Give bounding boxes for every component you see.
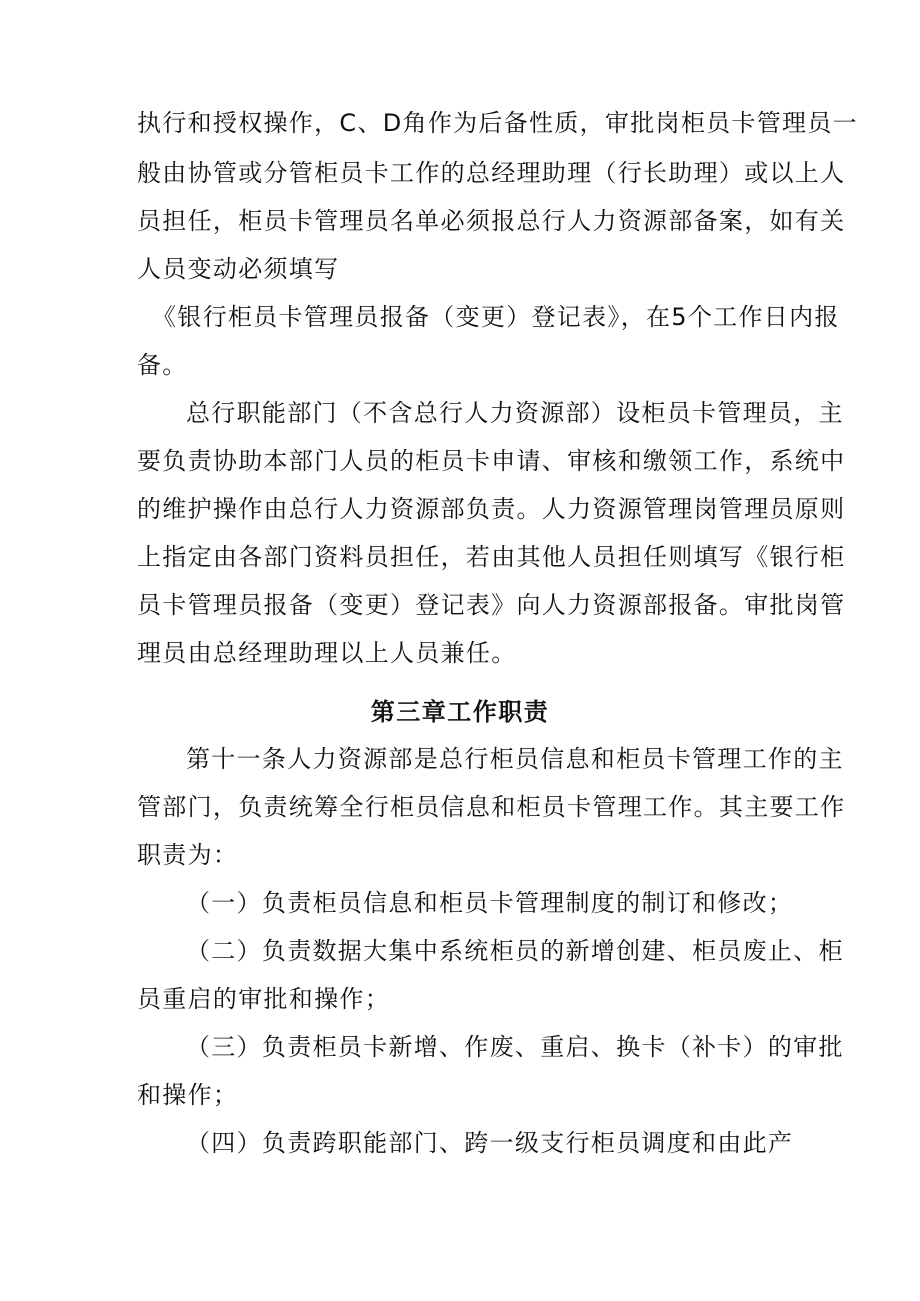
paragraph-line: 要负责协助本部门人员的柜员卡申请、审核和缴领工作，系统中 bbox=[137, 447, 846, 475]
list-item-continuation: 和操作； bbox=[137, 1081, 239, 1109]
paragraph-line: 《银行柜员卡管理员报备（变更）登记表》，在5个工作日内报 bbox=[152, 303, 840, 331]
paragraph-line: 人员变动必须填写 bbox=[137, 255, 340, 283]
paragraph-line: 总行职能部门（不含总行人力资源部）设柜员卡管理员，主 bbox=[186, 399, 844, 427]
paragraph-line: 的维护操作由总行人力资源部负责。人力资源管理岗管理员原则 bbox=[137, 495, 846, 523]
paragraph-line: 理员由总经理助理以上人员兼任。 bbox=[137, 639, 517, 667]
list-item-continuation: 员重启的审批和操作； bbox=[137, 985, 390, 1013]
paragraph-line: 管部门，负责统筹全行柜员信息和柜员卡管理工作。其主要工作 bbox=[137, 793, 846, 821]
chapter-heading: 第三章工作职责 bbox=[370, 698, 550, 726]
list-item: （一）负责柜员信息和柜员卡管理制度的制订和修改； bbox=[186, 889, 794, 917]
paragraph-line: 备。 bbox=[137, 351, 188, 379]
paragraph-line: 上指定由各部门资料员担任，若由其他人员担任则填写《银行柜 bbox=[137, 543, 846, 571]
paragraph-line: 员担任，柜员卡管理员名单必须报总行人力资源部备案，如有关 bbox=[137, 207, 846, 235]
list-item: （三）负责柜员卡新增、作废、重启、换卡（补卡）的审批 bbox=[186, 1033, 844, 1061]
paragraph-line: 第十一条人力资源部是总行柜员信息和柜员卡管理工作的主 bbox=[186, 745, 844, 773]
list-item: （二）负责数据大集中系统柜员的新增创建、柜员废止、柜 bbox=[186, 937, 844, 965]
list-item: （四）负责跨职能部门、跨一级支行柜员调度和由此产 bbox=[186, 1129, 794, 1157]
paragraph-line: 般由协管或分管柜员卡工作的总经理助理（行长助理）或以上人 bbox=[137, 159, 846, 187]
paragraph-line: 执行和授权操作，C、D角作为后备性质，审批岗柜员卡管理员一 bbox=[137, 109, 858, 137]
paragraph-line: 员卡管理员报备（变更）登记表》向人力资源部报备。审批岗管 bbox=[137, 591, 846, 619]
paragraph-line: 职责为： bbox=[137, 841, 239, 869]
